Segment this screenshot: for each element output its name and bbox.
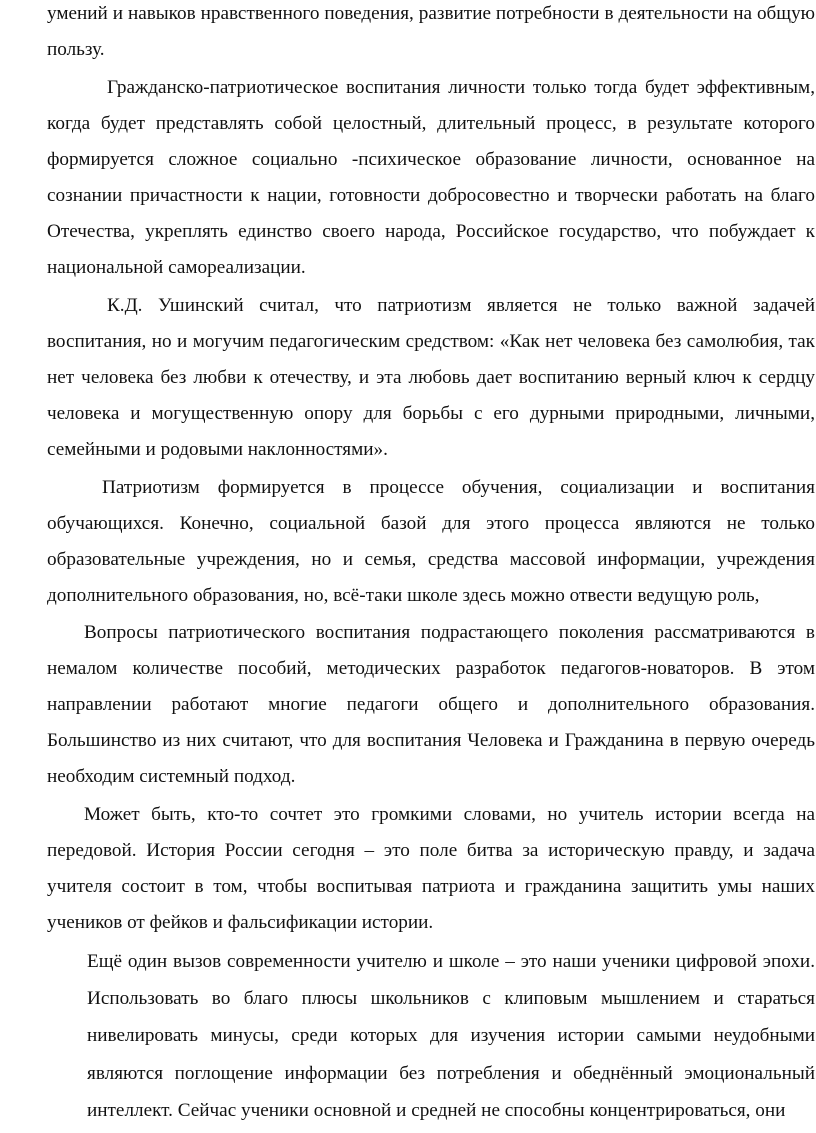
paragraph-history-teacher: Может быть, кто-то сочтет это громкими словами, но учитель истории всегда на передовой. История России сегодня – это поле битва за историческую правду, и задача учителя состоит в том, чтобы воспитывая патриота и гражданина защитить умы наших учеников от фейков и фальсификации истории. xyxy=(47,804,815,933)
paragraph-system-approach: Вопросы патриотического воспитания подрастающего поколения рассматриваются в немалом количестве пособий, методических разработок педагогов-новаторов. В этом направлении работают многие педагоги общего и дополнительного образования. Большинство из них считают, что для воспитания Человека и Гражданина в первую очередь необходим системный подход. xyxy=(47,622,815,787)
paragraph-digital-era-students: Ещё один вызов современности учителю и школе – это наши ученики цифровой эпохи. Использовать во благо плюсы школьников с клиповым мышлением и стараться нивелировать минусы, среди которых для изучения истории самыми неудобными являются поглощение информации без потребления и обеднённый эмоциональный интеллект. Сейчас ученики основной и средней не способны концентрироваться, они xyxy=(87,951,815,1121)
paragraph-civic-patriotic-education: Гражданско-патриотическое воспитания личности только тогда будет эффективным, когда будет представлять собой целостный, длительный процесс, в результате которого формируется сложное социально -психическое образование личности, основанное на сознании причастности к нации, готовности добросовестно и творчески работать на благо Отечества, укреплять единство своего народа, Российское государство, что побуждает к национальной самореализации. xyxy=(47,77,815,278)
paragraph-patriotism-formation: Патриотизм формируется в процессе обучения, социализации и воспитания обучающихся. Конечно, социальной базой для этого процесса являются не только образовательные учреждения, но и семья, средства массовой информации, учреждения дополнительного образования, но, всё-таки школе здесь можно отвести ведущую роль, xyxy=(47,477,815,606)
paragraph-skills-continuation: умений и навыков нравственного поведения, развитие потребности в деятельности на общую пользу. xyxy=(47,3,815,60)
paragraph-ushinsky-quote: К.Д. Ушинский считал, что патриотизм является не только важной задачей воспитания, но и могучим педагогическим средством: «Как нет человека без самолюбия, так нет человека без любви к отечеству, и эта любовь дает воспитанию верный ключ к сердцу человека и могущественную опору для борьбы с его дурными природными, личными, семейными и родовыми наклонностями». xyxy=(47,295,815,460)
